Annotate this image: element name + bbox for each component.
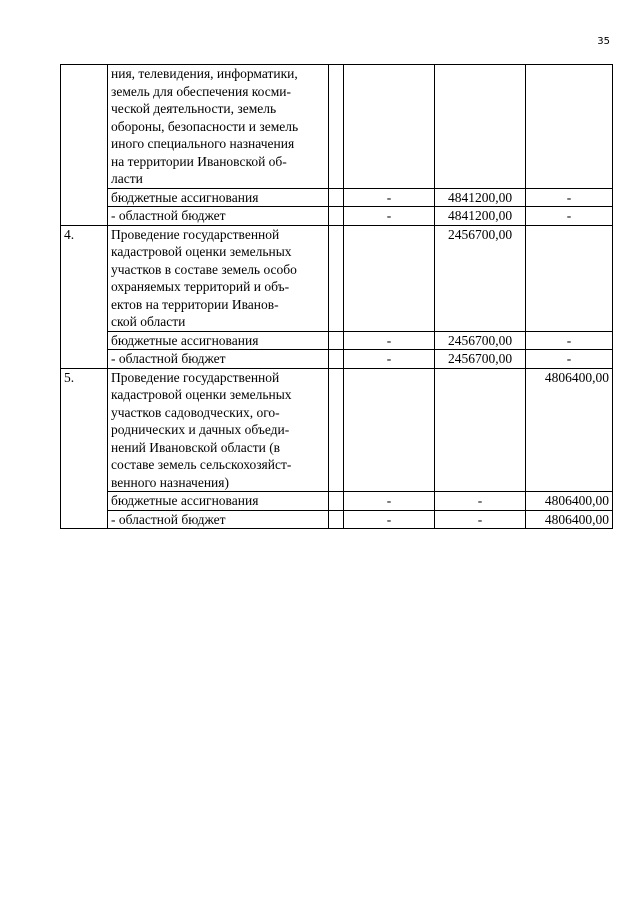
spacer-cell bbox=[329, 350, 344, 369]
spacer-cell bbox=[329, 331, 344, 350]
value-cell: - bbox=[435, 492, 526, 511]
value-cell: - bbox=[344, 188, 435, 207]
value-cell: 4841200,00 bbox=[435, 207, 526, 226]
table-row bbox=[61, 368, 613, 492]
subrow-label: - областной бюджет bbox=[108, 510, 329, 529]
table-row bbox=[61, 331, 613, 350]
value-cell bbox=[344, 65, 435, 189]
item-title: Проведение государственной кадастровой оценки земельных участков садоводческих, ого- роднических и дачных объеди- нений Ивановской области (в составе земель сельскохозяйст- венного назначения) bbox=[108, 368, 329, 492]
value-cell bbox=[344, 225, 435, 331]
table-row bbox=[61, 492, 613, 511]
value-cell: 4806400,00 bbox=[526, 510, 613, 529]
row-number: 4. bbox=[61, 225, 108, 368]
spacer-cell bbox=[329, 188, 344, 207]
value-cell: - bbox=[344, 207, 435, 226]
table-row bbox=[61, 350, 613, 369]
table-row bbox=[61, 510, 613, 529]
value-cell bbox=[526, 65, 613, 189]
spacer-cell bbox=[329, 368, 344, 492]
value-cell: 2456700,00 bbox=[435, 350, 526, 369]
value-cell: 2456700,00 bbox=[435, 331, 526, 350]
table-row bbox=[61, 188, 613, 207]
value-cell bbox=[435, 368, 526, 492]
item-title: Проведение государственной кадастровой оценки земельных участков в составе земель особо охраняемых территорий и объ- ектов на территории Иванов- ской области bbox=[108, 225, 329, 331]
value-cell bbox=[344, 368, 435, 492]
value-cell: - bbox=[526, 350, 613, 369]
subrow-label: - областной бюджет bbox=[108, 207, 329, 226]
value-cell: - bbox=[526, 188, 613, 207]
spacer-cell bbox=[329, 65, 344, 189]
row-number: 5. bbox=[61, 368, 108, 529]
table-row bbox=[61, 225, 613, 331]
value-cell: - bbox=[344, 510, 435, 529]
subrow-label: - областной бюджет bbox=[108, 350, 329, 369]
value-cell: - bbox=[526, 331, 613, 350]
value-cell: - bbox=[344, 331, 435, 350]
spacer-cell bbox=[329, 492, 344, 511]
value-cell: - bbox=[435, 510, 526, 529]
value-cell: - bbox=[526, 207, 613, 226]
subrow-label: бюджетные ассигнования bbox=[108, 331, 329, 350]
spacer-cell bbox=[329, 225, 344, 331]
budget-table bbox=[60, 64, 613, 529]
value-cell: 4806400,00 bbox=[526, 368, 613, 492]
value-cell bbox=[435, 65, 526, 189]
table-row bbox=[61, 65, 613, 189]
value-cell: 4806400,00 bbox=[526, 492, 613, 511]
value-cell: 2456700,00 bbox=[435, 225, 526, 331]
value-cell: - bbox=[344, 350, 435, 369]
spacer-cell bbox=[329, 510, 344, 529]
value-cell: - bbox=[344, 492, 435, 511]
subrow-label: бюджетные ассигнования bbox=[108, 492, 329, 511]
page-number: 35 bbox=[597, 36, 610, 47]
value-cell bbox=[526, 225, 613, 331]
item-title: ния, телевидения, информатики, земель для обеспечения косми- ческой деятельности, земель обороны, безопасности и земель иного специального назначения на территории Ивановской об- ласти bbox=[108, 65, 329, 189]
spacer-cell bbox=[329, 207, 344, 226]
table-row bbox=[61, 207, 613, 226]
subrow-label: бюджетные ассигнования bbox=[108, 188, 329, 207]
value-cell: 4841200,00 bbox=[435, 188, 526, 207]
row-number bbox=[61, 65, 108, 226]
